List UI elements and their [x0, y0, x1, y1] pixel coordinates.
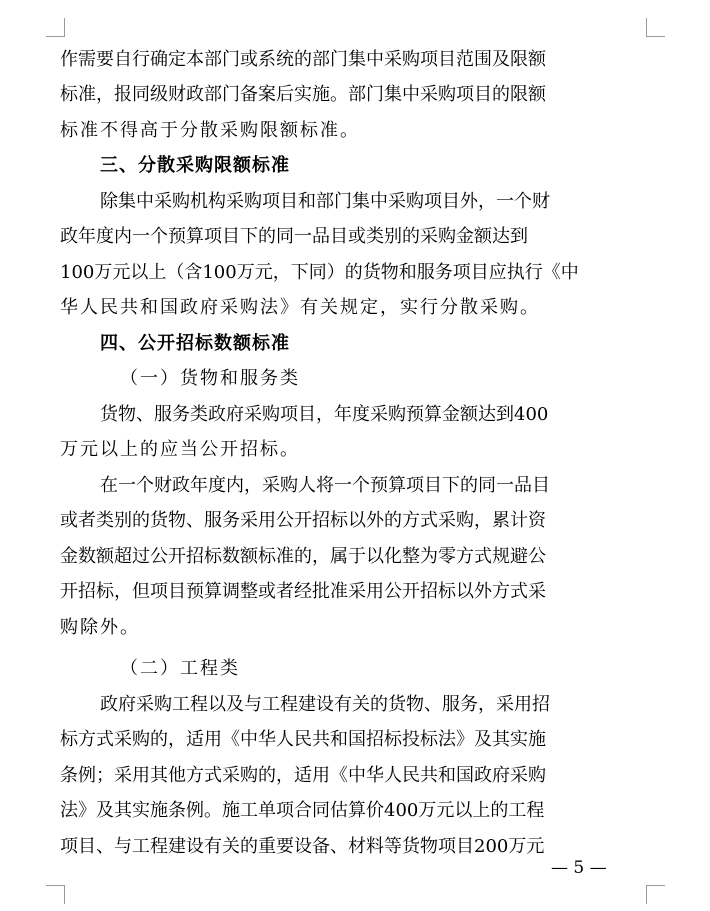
- subsection-heading: （一）货物和服务类: [120, 368, 300, 390]
- section-heading: 四、公开招标数额标准: [100, 332, 290, 354]
- crop-mark-bottom-right: [646, 885, 665, 904]
- text-line: 或者类别的货物、服务采用公开招标以外的方式采购，累计资: [60, 510, 546, 532]
- text-line: 金数额超过公开招标数额标准的，属于以化整为零方式规避公: [60, 545, 546, 567]
- text-line: 作需要自行确定本部门或系统的部门集中采购项目范围及限额: [60, 48, 546, 70]
- text-line: 标准，报同级财政部门备案后实施。部门集中采购项目的限额: [60, 84, 546, 106]
- crop-mark-bottom-left: [46, 885, 65, 904]
- crop-mark-top-right: [646, 18, 665, 37]
- crop-mark-top-left: [46, 18, 65, 37]
- subsection-heading: （二）工程类: [120, 658, 240, 680]
- text-line: 开招标，但项目预算调整或者经批准采用公开招标以外方式采: [60, 581, 546, 603]
- text-line: 华人民共和国政府采购法》有关规定，实行分散采购。: [60, 297, 540, 319]
- text-line: 100万元以上（含100万元，下同）的货物和服务项目应执行《中: [60, 261, 579, 283]
- text-line: 法》及其实施条例。施工单项合同估算价400万元以上的工程: [60, 800, 545, 822]
- text-line: 标准不得高于分散采购限额标准。: [60, 119, 360, 141]
- page-number: — 5 —: [551, 858, 607, 878]
- text-line: 购除外。: [60, 616, 140, 638]
- document-body: [60, 40, 652, 863]
- text-line: 除集中采购机构采购项目和部门集中采购项目外，一个财: [100, 190, 550, 212]
- text-line: 在一个财政年度内，采购人将一个预算项目下的同一品目: [100, 474, 550, 496]
- text-line: 项目、与工程建设有关的重要设备、材料等货物项目200万元: [60, 835, 545, 857]
- text-line: 政府采购工程以及与工程建设有关的货物、服务，采用招: [100, 693, 550, 715]
- text-line: 政年度内一个预算项目下的同一品目或类别的采购金额达到: [60, 226, 528, 248]
- text-line: 万元以上的应当公开招标。: [60, 439, 300, 461]
- section-heading: 三、分散采购限额标准: [100, 155, 290, 177]
- text-line: 标方式采购的，适用《中华人民共和国招标投标法》及其实施: [60, 729, 546, 751]
- text-line: 条例；采用其他方式采购的，适用《中华人民共和国政府采购: [60, 764, 546, 786]
- text-line: 货物、服务类政府采购项目，年度采购预算金额达到400: [100, 403, 549, 425]
